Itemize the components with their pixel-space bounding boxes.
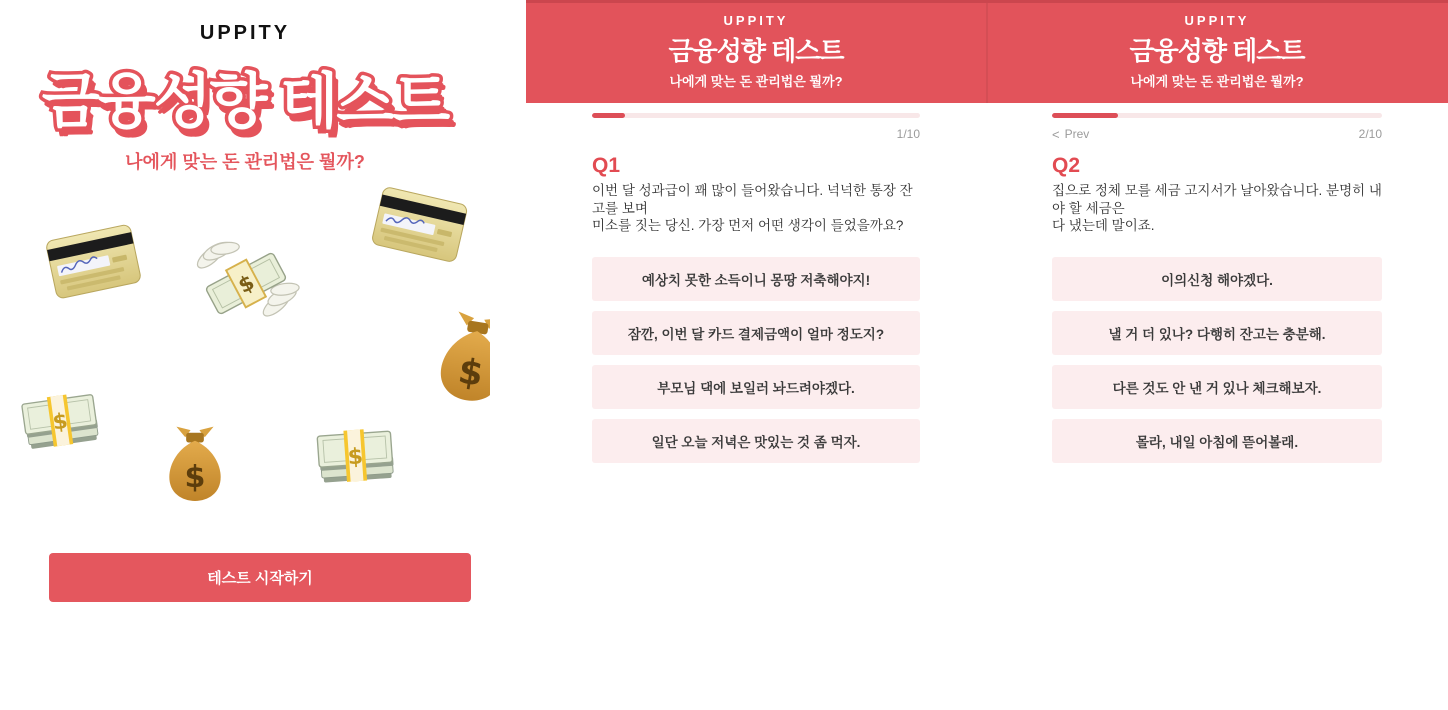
progress-fill bbox=[592, 113, 625, 118]
question-text bbox=[592, 182, 920, 235]
prev-label: Prev bbox=[1064, 127, 1090, 141]
question-text bbox=[1052, 182, 1382, 235]
answer-option[interactable]: 잠깐, 이번 달 카드 결제금액이 얼마 정도지? bbox=[592, 311, 920, 355]
chevron-left-icon: < bbox=[1052, 126, 1060, 142]
question-number: Q2 bbox=[1052, 154, 1081, 177]
quiz-header bbox=[986, 0, 1448, 103]
brand-logo: UPPITY bbox=[723, 13, 789, 28]
quiz-screen-q1 bbox=[526, 0, 986, 710]
quiz-screen-q2 bbox=[986, 0, 1448, 710]
quiz-header bbox=[526, 0, 986, 103]
brand-logo: UPPITY bbox=[199, 22, 291, 44]
credit-card-icon bbox=[369, 185, 470, 269]
dollar-stack-icon bbox=[19, 387, 102, 461]
landing-subtitle: 나에게 맞는 돈 관리법은 뭘까? bbox=[125, 152, 365, 172]
progress-bar bbox=[592, 113, 920, 118]
progress-bar bbox=[1052, 113, 1382, 118]
quiz-title: 금융성향 테스트 bbox=[1129, 36, 1305, 66]
question-text-line: 다 냈는데 말이죠. bbox=[1052, 218, 1155, 233]
question-text-line: 이번 달 성과급이 꽤 많이 들어왔습니다. 넉넉한 통장 잔고를 보며 bbox=[592, 183, 913, 216]
answer-option[interactable]: 다른 것도 안 낸 거 있나 체크해보자. bbox=[1052, 365, 1382, 409]
answer-options bbox=[592, 257, 920, 463]
quiz-title: 금융성향 테스트 bbox=[668, 36, 844, 66]
dollar-stack-icon bbox=[315, 423, 396, 494]
progress-count: 2/10 bbox=[1358, 127, 1382, 141]
brand-logo: UPPITY bbox=[1184, 13, 1250, 28]
start-test-button[interactable]: 테스트 시작하기 bbox=[49, 553, 471, 602]
money-bag-icon bbox=[164, 421, 226, 508]
quiz-subtitle: 나에게 맞는 돈 관리법은 뭘까? bbox=[1130, 74, 1304, 89]
question-text-line: 집으로 정체 모를 세금 고지서가 날아왔습니다. 분명히 내야 할 세금은 bbox=[1052, 183, 1382, 216]
answer-options bbox=[1052, 257, 1382, 463]
landing-title: 금융성향 테스트 bbox=[41, 68, 449, 135]
answer-option[interactable]: 부모님 댁에 보일러 놔드려야겠다. bbox=[592, 365, 920, 409]
quiz-subtitle: 나에게 맞는 돈 관리법은 뭘까? bbox=[669, 74, 843, 89]
answer-option[interactable]: 이의신청 해야겠다. bbox=[1052, 257, 1382, 301]
answer-option[interactable]: 몰라, 내일 아침에 뜯어볼래. bbox=[1052, 419, 1382, 463]
question-number: Q1 bbox=[592, 154, 621, 177]
money-bag-icon bbox=[430, 303, 490, 413]
landing-screen bbox=[0, 0, 490, 710]
credit-card-icon bbox=[44, 223, 144, 306]
money-with-wings-icon bbox=[189, 236, 303, 336]
progress-count: 1/10 bbox=[896, 127, 920, 141]
answer-option[interactable]: 예상치 못한 소득이니 몽땅 저축해야지! bbox=[592, 257, 920, 301]
answer-option[interactable]: 낼 거 더 있나? 다행히 잔고는 충분해. bbox=[1052, 311, 1382, 355]
question-text-line: 미소를 짓는 당신. 가장 먼저 어떤 생각이 들었을까요? bbox=[592, 218, 904, 233]
progress-fill bbox=[1052, 113, 1118, 118]
answer-option[interactable]: 일단 오늘 저녁은 맛있는 것 좀 먹자. bbox=[592, 419, 920, 463]
prev-button[interactable] bbox=[1052, 127, 1089, 141]
